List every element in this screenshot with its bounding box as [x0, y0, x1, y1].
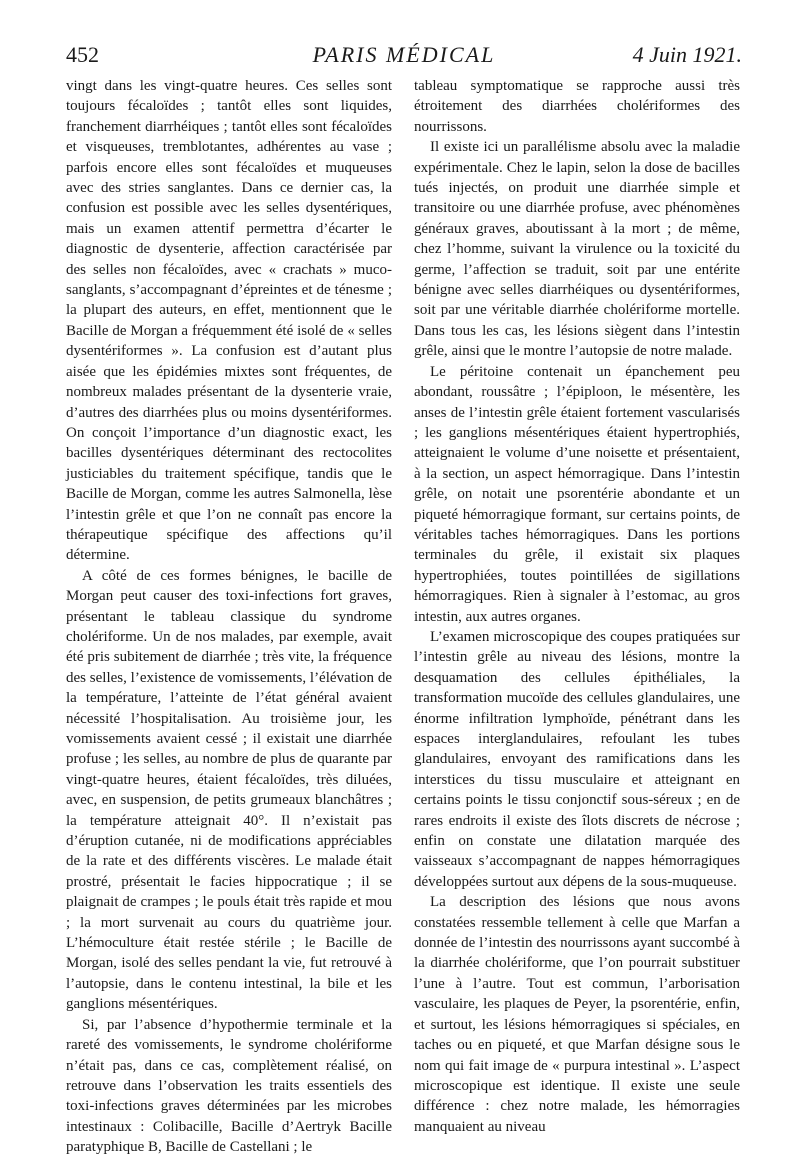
right-paragraph-5: La description des lésions que nous avons constatées ressemble tellement à celle que Marfan a donnée de l’intestin des nourrissons ayant succombé à la diarrhée cholériforme, que l’on pourrait substituer l’une à l’autre. Tout est commun, l’arborisation vasculaire, les plaques de Peyer, la psorentérie, enfin, et surtout, les lésions hémorragiques si spéciales, en taches ou en piqueté, et que Marfan désigne sous le nom qui fait image de « purpura intestinal ». L’aspect microscopique est identique. Il existe une seule différence : chez notre malade, les hémorragies manquaient au niveau — [414, 894, 740, 1135]
right-paragraph-3: Le péritoine contenait un épanchement peu abondant, roussâtre ; l’épiploon, le mésentère, les anses de l’intestin grêle étaient fortement vascularisés ; les ganglions mésentériques étaient hypertrophiés, atteignaient le volume d’une noisette et présentaient, à la section, un aspect hémorragique. Dans l’intestin grêle, on notait une psorentérie abondante et un piqueté hémorragique formant, sur certains points, de véritables taches hémorragiques. Dans les portions terminales du grêle, il existait six plaques hypertrophiées, toutes pointillées de sigillations hémorragiques. Rien à signaler à l’estomac, au gros intestin, aux autres organes. — [414, 363, 740, 625]
journal-title: PARIS MÉDICAL — [312, 42, 496, 67]
right-paragraph-2: Il existe ici un parallélisme absolu avec la maladie expérimentale. Chez le lapin, selon la dose de bacilles tués injectés, on produit une diarrhée simple et transitoire ou une diarrhée profuse, avec phénomènes généraux graves, aboutissant à la mort ; de même, chez l’homme, suivant la virulence ou la toxicité du germe, l’affection se traduit, soit par une entérite bénigne avec selles diarrhéiques ou dysentériformes, soit par une véritable diarrhée cholériforme mortelle. Dans tous les cas, les lésions siègent dans l’intestin grêle, ainsi que le montre l’autopsie de notre malade. — [414, 139, 740, 360]
left-column — [66, 76, 392, 1158]
right-paragraph-1: tableau symptomatique se rapproche aussi très étroitement des diarrhées cholériformes des nourrissons. — [414, 78, 740, 135]
right-column — [414, 76, 740, 1137]
left-paragraph-2: A côté de ces formes bénignes, le bacille de Morgan peut causer des toxi-infections fort graves, présentant le tableau classique du syndrome cholériforme. Un de nos malades, par exemple, avait été pris subitement de diarrhée ; très vite, la fréquence des selles, l’existence de vomissements, l’élévation de la température, l’atteinte de l’état général avaient nécessité l’hospitalisation. Au troisième jour, les vomissements avaient cessé ; il existait une diarrhée profuse ; les selles, au nombre de plus de quarante par vingt-quatre heures, étaient fécaloïdes, très diluées, avec, en suspension, de petits grumeaux blanchâtres ; la température atteignait 40°. Il n’existait pas d’éruption cutanée, ni de modifications appréciables de la rate et des différents viscères. Le malade était prostré, présentait le facies hippocratique ; il se plaignait de crampes ; le pouls était très rapide et mou ; la mort survenait au cours du quatrième jour. L’hémoculture était restée stérile ; le Bacille de Morgan, isolé des selles pendant la vie, fut retrouvé à l’autopsie, dans le contenu intestinal, la bile et les ganglions mésentériques. — [66, 567, 392, 1013]
page-header — [66, 42, 742, 74]
right-paragraph-4: L’examen microscopique des coupes pratiquées sur l’intestin grêle au niveau des lésions, montre la desquamation des cellules épithéliales, la transformation mucoïde des cellules glandulaires, une énorme infiltration lymphoïde, pénétrant dans les espaces interglandulaires, refoulant les tubes glandulaires, envoyant des ramifications dans les interstices du tissu musculaire et atteignant en certains points le tissu conjonctif sous-séreux ; en de rares endroits il existe des îlots discrets de nécrose ; enfin on constate une dilatation marquée des vaisseaux s’accompagnant de nappes hémorragiques développées surtout aux dépens de la sous-muqueuse. — [414, 628, 740, 890]
left-paragraph-1: vingt dans les vingt-quatre heures. Ces selles sont toujours fécaloïdes ; tantôt elles sont liquides, franchement diarrhéiques ; tantôt elles sont fécaloïdes et visqueuses, tremblotantes, adhérentes au vase ; parfois encore elles sont fécaloïdes et muqueuses avec des stries sanglantes. Dans ce dernier cas, la confusion est possible avec les selles dysentériques, mais un examen attentif permettra d’écarter le diagnostic de dysenterie, affection caractérisée par des selles non fécaloïdes, avec « crachats » muco-sanglants, s’accompagnant d’épreintes et de ténesme ; la plupart des auteurs, en effet, mentionnent que le Bacille de Morgan a fréquemment été isolé de « selles dysentériformes ». La confusion est d’autant plus aisée que les épidémies mixtes sont fréquentes, de nombreux malades présentant de la dysenterie vraie, d’autres des diarrhées plus ou moins dysentériformes. On conçoit l’importance d’un diagnostic exact, les bacilles dysentériques déterminant des rectocolites justiciables du traitement spécifique, tandis que le Bacille de Morgan, comme les autres Salmonella, lèse l’intestin grêle et que l’on ne connaît pas encore la thérapeutique spécifique des affections qu’il détermine. — [66, 78, 392, 564]
issue-date: 4 Juin 1921. — [632, 42, 742, 67]
page-number: 452 — [66, 42, 99, 67]
left-paragraph-3: Si, par l’absence d’hypothermie terminale et la rareté des vomissements, le syndrome cholériforme n’était pas, dans ce cas, complètement réalisé, on retrouve dans l’observation les traits essentiels des toxi-infections graves déterminées par les microbes intestinaux : Colibacille, Bacille d’Aertryk Bacille paratyphique B, Bacille de Castellani ; le — [66, 1016, 392, 1156]
